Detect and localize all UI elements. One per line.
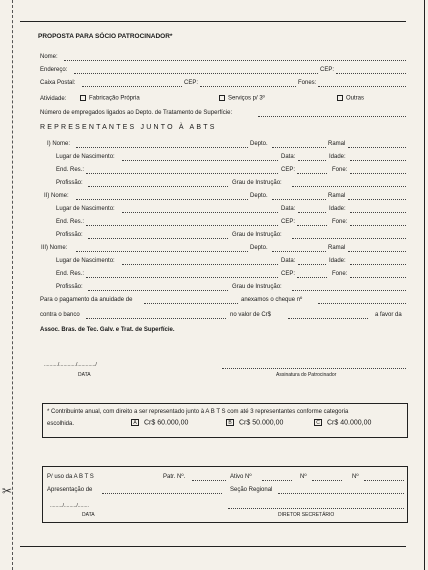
rep2-cep-field[interactable]: [297, 225, 327, 226]
rep2-lugar-label: Lugar de Nascimento:: [56, 206, 115, 212]
rep2-data-label: Data:: [281, 206, 296, 212]
servicos-text: Serviços p/ 3º: [228, 95, 265, 102]
rep1-endres-label: End. Res.:: [56, 167, 85, 173]
bottom-rule: [20, 546, 406, 547]
rep2-idade-label: Idade:: [329, 206, 346, 212]
rep1-idade-field[interactable]: [350, 160, 406, 161]
rep2-idade-field[interactable]: [350, 212, 406, 213]
rep1-ramal-field[interactable]: [348, 147, 406, 148]
rep3-fone-field[interactable]: [350, 277, 406, 278]
rep2-data-field[interactable]: [298, 212, 326, 213]
anuidade-field[interactable]: [144, 303, 238, 304]
rep1-grau-label: Grau de Instrução:: [232, 180, 282, 186]
rep1-fone-field[interactable]: [350, 173, 406, 174]
contribution-escolhida: escolhida.: [47, 421, 75, 427]
rep2-endres-label: End. Res.:: [56, 219, 85, 225]
option-a-value: Cr$ 60.000,00: [144, 419, 189, 427]
rep2-fone-label: Fone:: [332, 219, 348, 225]
rep3-ramal-label: Ramal: [328, 245, 346, 251]
rep1-grau-field[interactable]: [292, 186, 406, 187]
top-rule: [20, 21, 406, 22]
office-n2-label: Nº: [352, 474, 359, 480]
fones-label: Fones:: [298, 80, 317, 86]
office-n1-label: Nº: [300, 474, 307, 480]
office-uso-label: P/ uso da A B T S: [47, 474, 94, 480]
cep-field[interactable]: [336, 73, 406, 74]
cut-line: [12, 0, 13, 570]
option-b-value: Cr$ 50.000,00: [239, 419, 284, 427]
payment-line1-a: Para o pagamento da anuidade de: [40, 297, 133, 303]
office-secao-label: Seção Regional: [230, 487, 273, 493]
office-secao-field[interactable]: [278, 493, 404, 494]
rep3-depto-field[interactable]: [272, 251, 326, 252]
sig-label: Assinatura do Patrocinador: [276, 372, 337, 378]
rep3-grau-field[interactable]: [292, 290, 406, 291]
rep1-ramal-label: Ramal: [328, 141, 346, 147]
payment-line3: Assoc. Bras. de Tec. Galv. e Trat. de Superfície.: [40, 327, 175, 333]
rep1-profissao-field[interactable]: [88, 186, 228, 187]
option-c[interactable]: [314, 419, 371, 426]
atividade-label: Atividade:: [40, 96, 67, 102]
servicos-option[interactable]: [219, 95, 265, 102]
rep1-data-field[interactable]: [298, 160, 326, 161]
num-empregados-label: Número de empregados ligados ao Depto. de Tratamento de Superfície:: [40, 110, 233, 116]
rep3-data-label: Data:: [281, 258, 296, 264]
rep2-endres-field[interactable]: [86, 225, 278, 226]
rep3-profissao-label: Profissão:: [56, 284, 83, 290]
endereco-label: Endereço:: [40, 67, 68, 73]
nome-field[interactable]: [64, 60, 406, 61]
rep3-fone-label: Fone:: [332, 271, 348, 277]
rep2-nome-label: II) Nome:: [44, 193, 69, 199]
rep2-fone-field[interactable]: [350, 225, 406, 226]
rep1-endres-field[interactable]: [86, 173, 278, 174]
rep1-idade-label: Idade:: [329, 154, 346, 160]
outras-text: Outras: [346, 95, 365, 102]
sig-line[interactable]: [222, 368, 406, 369]
caixa-postal-field[interactable]: [82, 86, 182, 87]
outras-option[interactable]: [337, 95, 364, 102]
option-a-box[interactable]: A: [131, 419, 139, 426]
option-b[interactable]: [226, 419, 283, 426]
rep2-depto-label: Depto.: [250, 193, 268, 199]
office-n2-field[interactable]: [364, 480, 404, 481]
fabricacao-option[interactable]: [80, 95, 140, 102]
option-b-box[interactable]: B: [226, 419, 234, 426]
cep2-field[interactable]: [200, 86, 296, 87]
rep3-lugar-field[interactable]: [122, 264, 278, 265]
banco-field[interactable]: [86, 318, 226, 319]
rep1-cep-label: CEP:: [281, 167, 296, 173]
option-a[interactable]: [131, 419, 188, 426]
cep2-label: CEP:: [184, 80, 199, 86]
cheque-field[interactable]: [318, 303, 406, 304]
payment-line2-b: no valor de Cr$: [230, 312, 272, 318]
payment-line1-b: anexamos o cheque nº: [241, 297, 303, 303]
rep3-idade-label: Idade:: [329, 258, 346, 264]
rep3-depto-label: Depto.: [250, 245, 268, 251]
office-date-label: DATA: [82, 512, 95, 518]
rep2-ramal-label: Ramal: [328, 193, 346, 199]
rep1-depto-label: Depto.: [250, 141, 268, 147]
office-date-dots[interactable]: ........./........./........: [50, 503, 89, 509]
form-title: PROPOSTA PARA SÓCIO PATROCINADOR*: [38, 33, 173, 40]
rep3-ramal-field[interactable]: [348, 251, 406, 252]
payment-line2-a: contra o banco: [40, 312, 80, 318]
rep1-nome-field[interactable]: [76, 147, 248, 148]
caixa-postal-label: Caixa Postal:: [40, 80, 76, 86]
rep1-nome-label: I) Nome:: [47, 141, 71, 147]
option-c-box[interactable]: C: [314, 419, 322, 426]
rep3-cep-label: CEP:: [281, 271, 296, 277]
rep2-cep-label: CEP:: [281, 219, 296, 225]
office-n1-field[interactable]: [312, 480, 342, 481]
nome-label: Nome:: [40, 54, 58, 60]
option-c-value: Cr$ 40.000,00: [327, 419, 372, 427]
rep3-nome-field[interactable]: [76, 251, 248, 252]
office-apresentacao-label: Apresentação de: [47, 487, 93, 493]
rep3-lugar-label: Lugar de Nascimento:: [56, 258, 115, 264]
fones-field[interactable]: [318, 86, 406, 87]
payment-line2-c: a favor da: [375, 312, 402, 318]
scissors-icon: ✂: [2, 484, 13, 498]
rep3-grau-label: Grau de Instrução:: [232, 284, 282, 290]
rep3-idade-field[interactable]: [350, 264, 406, 265]
rep2-depto-field[interactable]: [272, 199, 326, 200]
office-diretor-label: DIRETOR SECRETÁRIO: [278, 512, 335, 518]
rep2-grau-field[interactable]: [292, 238, 406, 239]
office-apresentacao-field[interactable]: [102, 493, 222, 494]
rep3-endres-field[interactable]: [86, 277, 278, 278]
rep2-lugar-field[interactable]: [122, 212, 278, 213]
contribution-text: * Contribuinte anual, com direito a ser representado junto à A B T S com até 3 representantes conforme categoria: [47, 409, 349, 415]
rep2-grau-label: Grau de Instrução:: [232, 232, 282, 238]
right-edge: [424, 0, 425, 570]
rep3-endres-label: End. Res.:: [56, 271, 85, 277]
rep1-data-label: Data:: [281, 154, 296, 160]
servicos-checkbox[interactable]: [219, 95, 225, 101]
fabricacao-text: Fabricação Própria: [89, 95, 140, 102]
rep2-profissao-field[interactable]: [88, 238, 228, 239]
rep2-ramal-field[interactable]: [348, 199, 406, 200]
sig-date-label: DATA: [78, 372, 91, 378]
section-title: REPRESENTANTES JUNTO À ABTS: [40, 124, 217, 131]
rep1-cep-field[interactable]: [297, 173, 327, 174]
rep1-lugar-field[interactable]: [122, 160, 278, 161]
rep1-lugar-label: Lugar de Nascimento:: [56, 154, 115, 160]
fabricacao-checkbox[interactable]: [80, 95, 86, 101]
rep3-nome-label: III) Nome:: [41, 245, 68, 251]
sig-date-dots[interactable]: ........../............/............./: [44, 362, 97, 368]
num-empregados-field[interactable]: [258, 116, 406, 117]
endereco-field[interactable]: [74, 73, 318, 74]
rep2-profissao-label: Profissão:: [56, 232, 83, 238]
rep1-depto-field[interactable]: [272, 147, 326, 148]
rep3-profissao-field[interactable]: [88, 290, 228, 291]
valor-field[interactable]: [288, 318, 368, 319]
rep3-cep-field[interactable]: [297, 277, 327, 278]
rep3-data-field[interactable]: [298, 264, 326, 265]
cep-label: CEP:: [320, 67, 335, 73]
office-sig-line[interactable]: [228, 508, 404, 509]
office-ativo-label: Ativo Nº: [230, 474, 252, 480]
office-ativo-field[interactable]: [262, 480, 292, 481]
office-patr-field[interactable]: [192, 480, 226, 481]
office-patr-label: Patr. Nº.: [163, 474, 186, 480]
rep1-fone-label: Fone:: [332, 167, 348, 173]
rep1-profissao-label: Profissão:: [56, 180, 83, 186]
outras-checkbox[interactable]: [337, 95, 343, 101]
rep2-nome-field[interactable]: [76, 199, 248, 200]
